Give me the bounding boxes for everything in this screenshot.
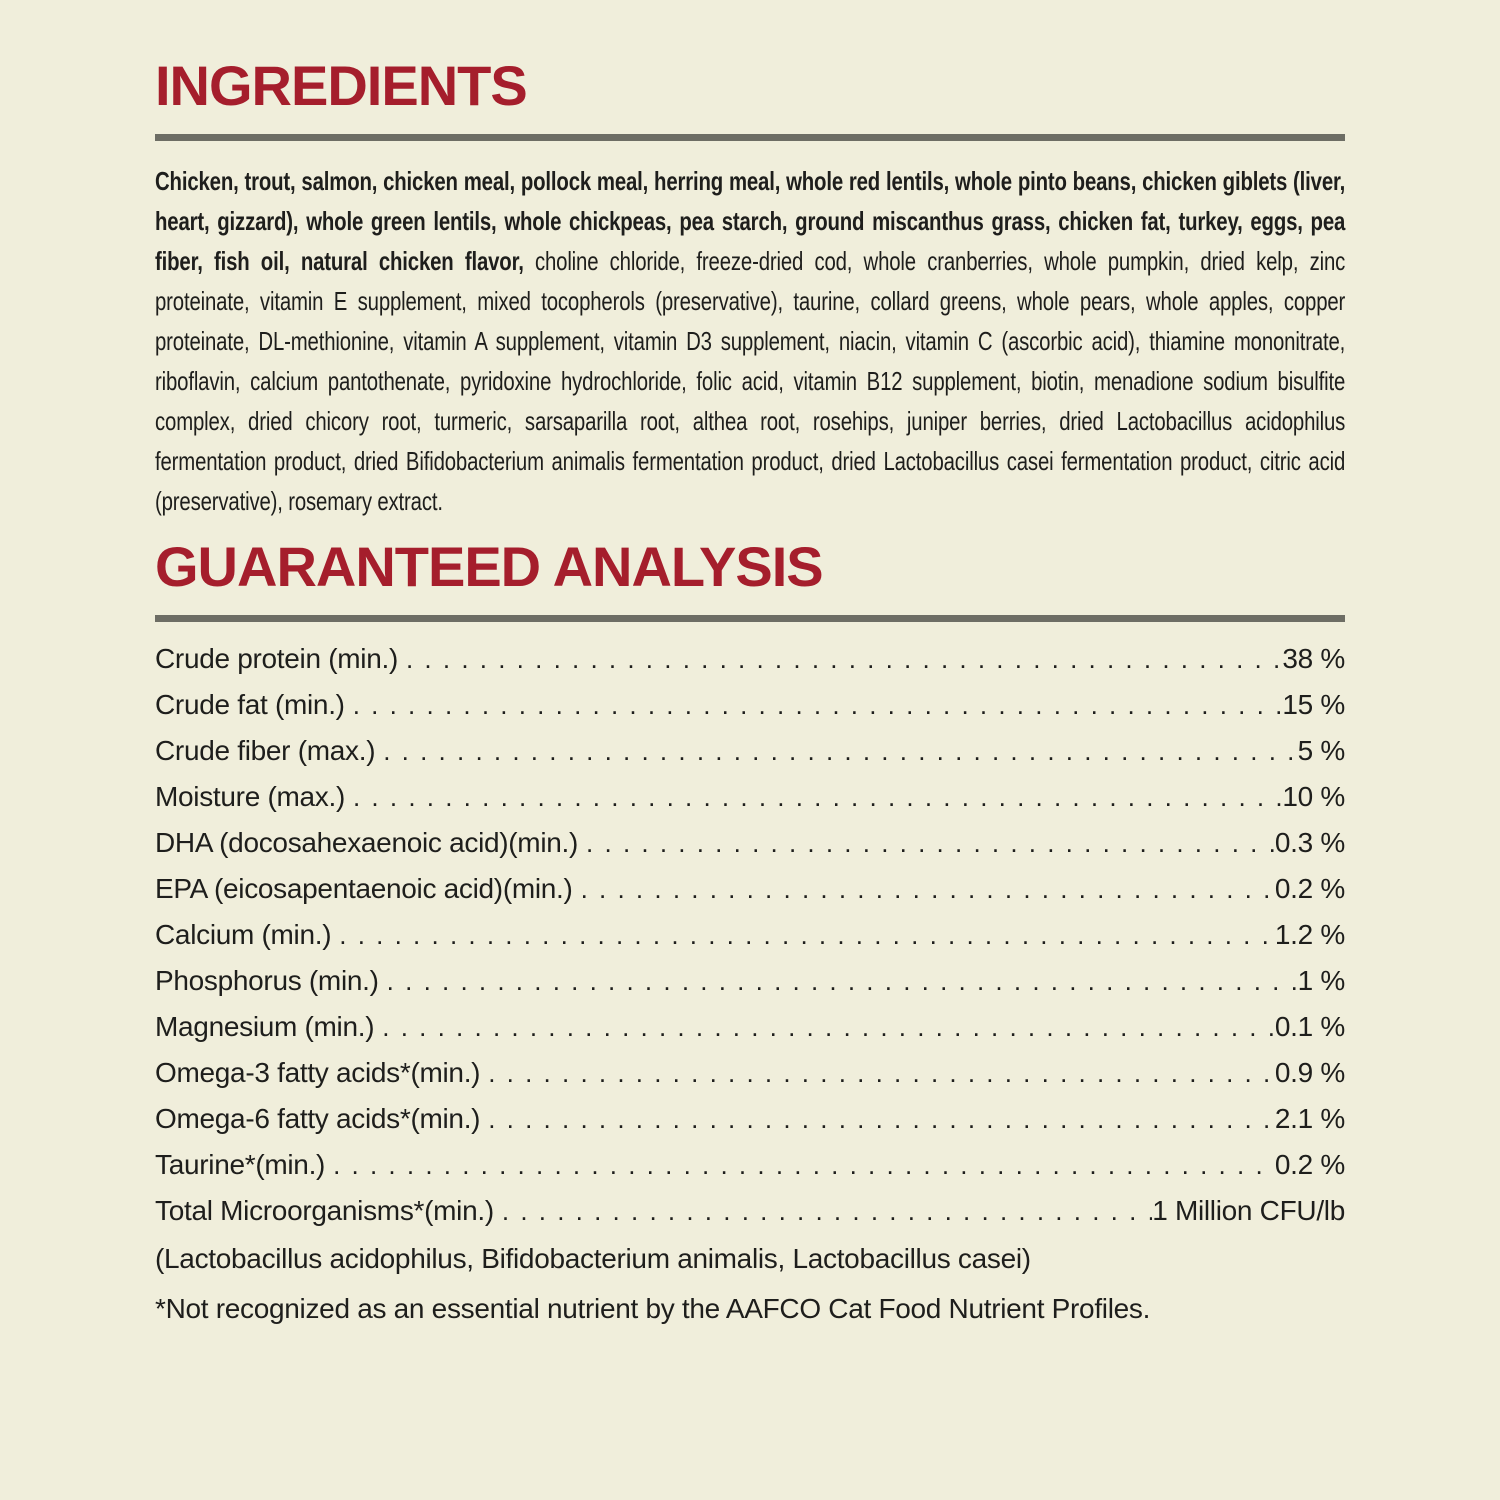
analysis-row-crude-fiber [155,728,1345,774]
analysis-label: Moisture (max.) [155,781,345,812]
analysis-row-crude-protein [155,636,1345,682]
guaranteed-analysis-heading: GUARANTEED ANALYSIS [155,535,823,598]
analysis-label: Total Microorganisms*(min.) [155,1195,494,1226]
dot-leader [379,958,1298,1004]
dot-leader [345,682,1283,728]
analysis-label: DHA (docosahexaenoic acid)(min.) [155,827,579,858]
analysis-row-crude-fat [155,682,1345,728]
analysis-value: 1 % [1297,965,1345,996]
analysis-value: 0.1 % [1274,1011,1345,1042]
analysis-label: Taurine*(min.) [155,1149,326,1180]
analysis-value: 10 % [1282,781,1345,812]
ingredients-section [155,54,1346,521]
analysis-value: 1.2 % [1274,919,1345,950]
dot-leader [494,1188,1152,1234]
dot-leader [480,1096,1275,1142]
analysis-row-calcium [155,912,1345,958]
analysis-label: Omega-3 fatty acids*(min.) [155,1057,481,1088]
analysis-value: 0.9 % [1274,1057,1345,1088]
dot-leader [375,728,1297,774]
dot-leader [480,1050,1275,1096]
dot-leader [573,866,1275,912]
analysis-value: 0.2 % [1274,1149,1345,1180]
dot-leader [345,774,1282,820]
analysis-label: Crude fiber (max.) [155,735,376,766]
analysis-label: Magnesium (min.) [155,1011,375,1042]
analysis-value: 5 % [1297,735,1345,766]
aafco-footnote: *Not recognized as an essential nutrient by the AAFCO Cat Food Nutrient Profiles. [155,1293,1151,1324]
dot-leader [374,1004,1275,1050]
microorganisms-note: (Lactobacillus acidophilus, Bifidobacterium animalis, Lactobacillus casei) [155,1243,1031,1274]
analysis-table [155,636,1345,1234]
analysis-row-dha [155,820,1345,866]
analysis-row-moisture [155,774,1345,820]
analysis-row-total-microorganisms [155,1188,1345,1234]
section-divider [155,615,1345,622]
analysis-row-taurine [155,1142,1345,1188]
analysis-label: Phosphorus (min.) [155,965,379,996]
analysis-value: 38 % [1282,643,1345,674]
primary-ingredients-text: Chicken, trout, salmon, chicken meal, pollock meal, herring meal, whole red lentils, whole pinto beans, chicken giblets (liver, heart, gizzard), whole green lentils, whole chickpeas, pea starch, ground miscanthus grass, chicken fat, turkey, eggs, pea fiber, fish oil, natural chicken flavor, [155,166,1346,276]
analysis-row-omega-3 [155,1050,1345,1096]
dot-leader [325,1142,1275,1188]
analysis-value: 2.1 % [1274,1103,1345,1134]
analysis-label: EPA (eicosapentaenoic acid)(min.) [155,873,573,904]
section-divider [155,134,1345,141]
ingredients-heading: INGREDIENTS [155,54,527,117]
secondary-ingredients-text: choline chloride, freeze-dried cod, whole cranberries, whole pumpkin, dried kelp, zinc proteinate, vitamin E supplement, mixed tocopherols (preservative), taurine, collard greens, whole pears, whole apples, copper proteinate, DL-methionine, vitamin A supplement, vitamin D3 supplement, niacin, vitamin C (ascorbic acid), thiamine mononitrate, riboflavin, calcium pantothenate, pyridoxine hydrochloride, folic acid, vitamin B12 supplement, biotin, menadione sodium bisulfite complex, dried chicory root, turmeric, sarsaparilla root, althea root, rosehips, juniper berries, dried Lactobacillus acidophilus fermentation product, dried Bifidobacterium animalis fermentation product, dried Lactobacillus casei fermentation product, citric acid (preservative), rosemary extract. [155,246,1346,516]
analysis-value: 15 % [1282,689,1345,720]
analysis-row-omega-6 [155,1096,1345,1142]
ingredients-paragraph [155,161,1345,521]
analysis-label: Crude protein (min.) [155,643,398,674]
analysis-value: 1 Million CFU/lb [1152,1195,1345,1226]
analysis-label: Calcium (min.) [155,919,332,950]
analysis-label: Omega-6 fatty acids*(min.) [155,1103,481,1134]
analysis-row-magnesium [155,1004,1345,1050]
dot-leader [331,912,1275,958]
analysis-label: Crude fat (min.) [155,689,345,720]
dot-leader [398,636,1282,682]
dot-leader [578,820,1275,866]
analysis-value: 0.2 % [1274,873,1345,904]
analysis-row-phosphorus [155,958,1345,1004]
analysis-row-epa [155,866,1345,912]
guaranteed-analysis-section [155,535,1345,1332]
analysis-value: 0.3 % [1274,827,1345,858]
